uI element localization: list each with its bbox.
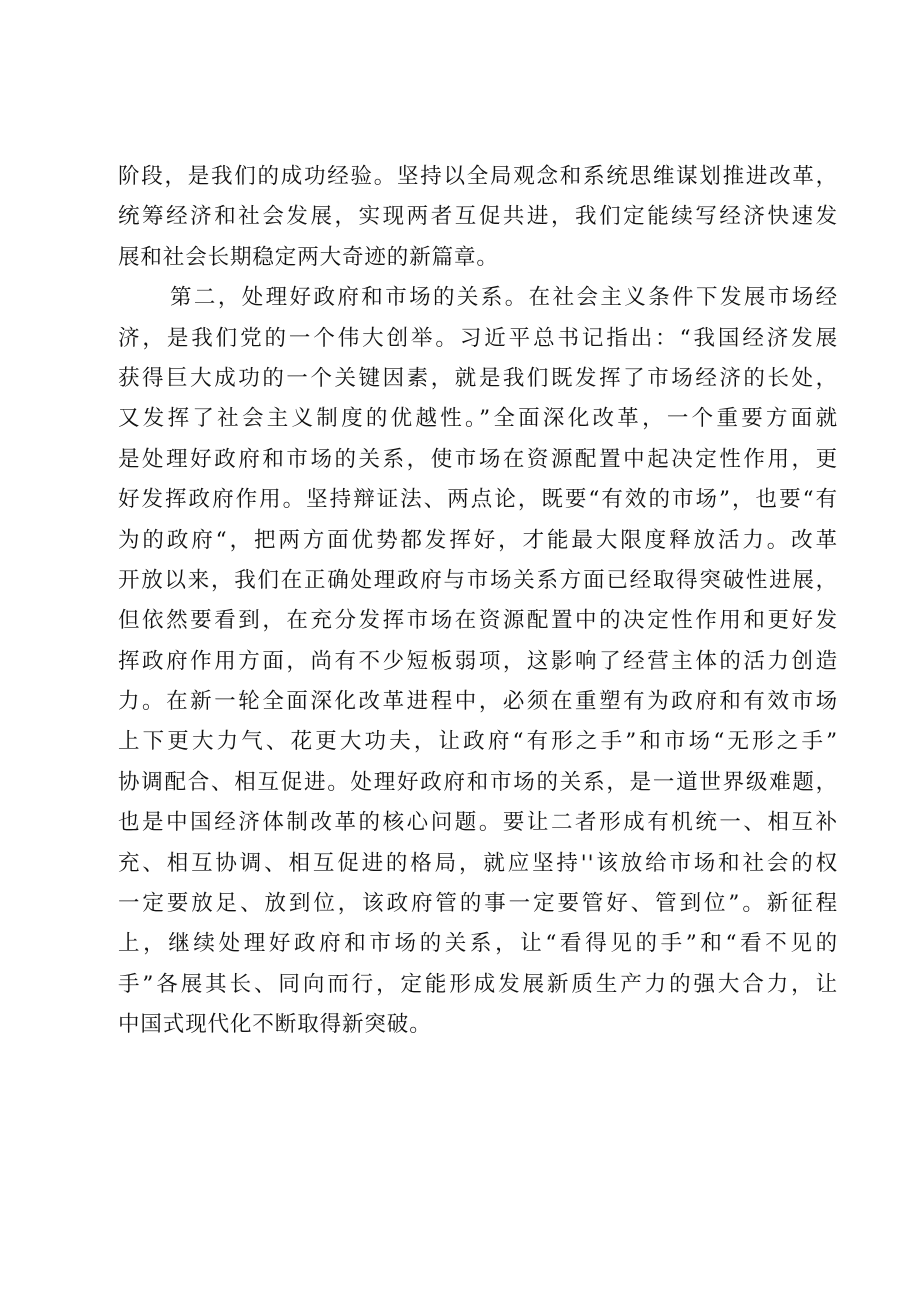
text-line: 也是中国经济体制改革的核心问题。要让二者形成有机统一、相互补	[118, 810, 838, 836]
text-line: 第二，处理好政府和市场的关系。在社会主义条件下发展市场经	[170, 285, 838, 311]
text-line: 但依然要看到，在充分发挥市场在资源配置中的决定性作用和更好发	[118, 608, 838, 634]
body-text	[118, 157, 838, 1046]
text-line: 上下更大力气、花更大功夫，让政府“有形之手”和市场“无形之手”	[118, 729, 838, 755]
paragraph-2	[118, 278, 838, 1045]
text-line: 挥政府作用方面，尚有不少短板弱项，这影响了经营主体的活力创造	[118, 648, 838, 674]
text-line: 统筹经济和社会发展，实现两者互促共进，我们定能续写经济快速发	[118, 204, 838, 230]
text-line: 获得巨大成功的一个关键因素，就是我们既发挥了市场经济的长处，	[118, 365, 838, 391]
text-line: 是处理好政府和市场的关系，使市场在资源配置中起决定性作用，更	[118, 446, 838, 472]
text-line: 济，是我们党的一个伟大创举。习近平总书记指出：“我国经济发展	[118, 325, 838, 351]
text-line: 为的政府“，把两方面优势都发挥好，才能最大限度释放活力。改革	[118, 527, 838, 553]
text-line: 又发挥了社会主义制度的优越性。”全面深化改革，一个重要方面就	[118, 406, 838, 432]
text-line: 力。在新一轮全面深化改革进程中，必须在重塑有为政府和有效市场	[118, 689, 838, 715]
text-line: 中国式现代化不断取得新突破。	[118, 1012, 432, 1038]
text-line: 上，继续处理好政府和市场的关系，让“看得见的手”和“看不见的	[118, 931, 838, 957]
text-line: 开放以来，我们在正确处理政府与市场关系方面已经取得突破性进展，	[118, 567, 838, 593]
paragraph-1	[118, 157, 838, 278]
text-line: 手”各展其长、同向而行，定能形成发展新质生产力的强大合力，让	[118, 971, 838, 997]
text-line: 展和社会长期稳定两大奇迹的新篇章。	[118, 244, 499, 270]
text-line: 一定要放足、放到位，该政府管的事一定要管好、管到位”。新征程	[118, 891, 838, 917]
text-line: 协调配合、相互促进。处理好政府和市场的关系，是一道世界级难题，	[118, 769, 838, 795]
text-line: 好发挥政府作用。坚持辩证法、两点论，既要“有效的市场”，也要“有	[118, 487, 838, 513]
text-line: 充、相互协调、相互促进的格局，就应坚持''该放给市场和社会的权	[118, 850, 838, 876]
text-line: 阶段，是我们的成功经验。坚持以全局观念和系统思维谋划推进改革，	[118, 164, 838, 189]
